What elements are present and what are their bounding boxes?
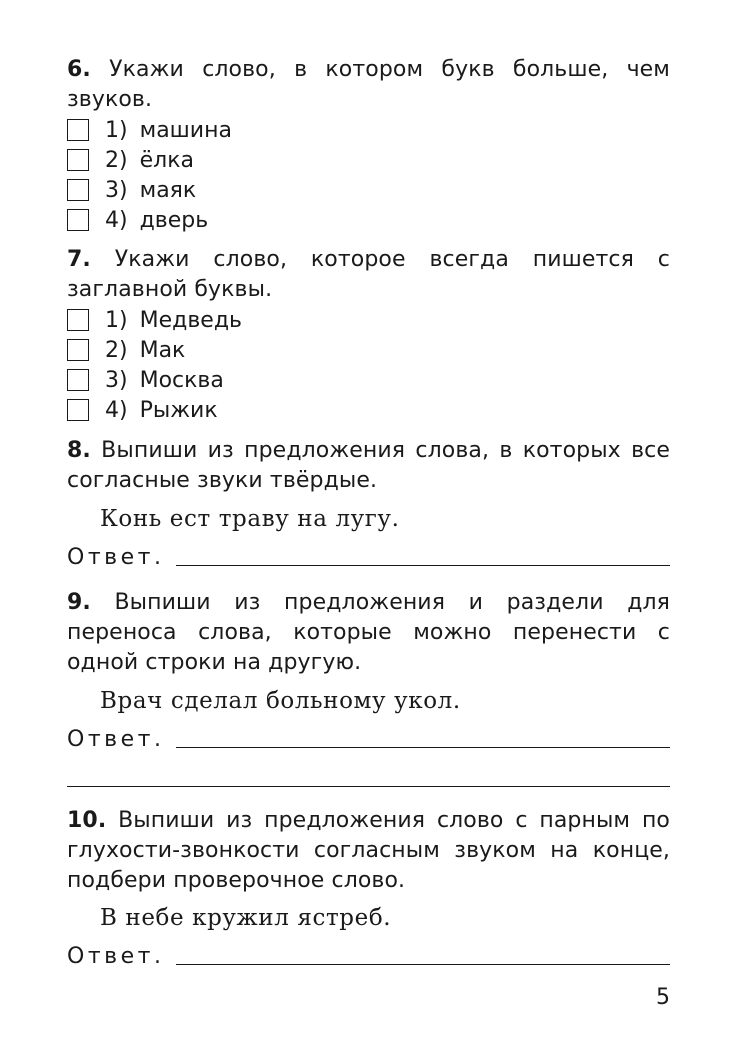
option-word: Медведь: [139, 307, 242, 333]
option-row[interactable]: [67, 175, 670, 205]
option-number: 1): [105, 307, 128, 333]
option-word: Рыжик: [139, 397, 218, 423]
option-word: машина: [139, 117, 232, 143]
task-10-answer: [67, 944, 670, 969]
option-word: маяк: [139, 177, 197, 203]
option-word: дверь: [139, 207, 209, 233]
answer-checkbox[interactable]: [67, 149, 89, 171]
option-number: 3): [105, 177, 128, 203]
task-8: [67, 436, 670, 496]
option-word: ёлка: [139, 147, 194, 173]
task-number: 7.: [67, 247, 91, 272]
answer-line[interactable]: [176, 565, 670, 566]
task-number: 8.: [67, 438, 91, 463]
answer-line[interactable]: [176, 747, 670, 748]
option-row[interactable]: [67, 115, 670, 145]
option-row[interactable]: [67, 145, 670, 175]
task-8-question: [67, 436, 670, 496]
answer-checkbox[interactable]: [67, 309, 89, 331]
answer-checkbox[interactable]: [67, 369, 89, 391]
task-6-question: [67, 55, 670, 115]
task-10: [67, 806, 670, 896]
option-row[interactable]: [67, 395, 670, 425]
task-text: Выпиши из предложения и раздели для переноса слова, которые можно перенести с одной строки на другую.: [67, 590, 670, 675]
task-number: 6.: [67, 57, 91, 82]
task-6: [67, 55, 670, 235]
option-number: 1): [105, 117, 128, 143]
task-number: 10.: [67, 808, 107, 833]
option-row[interactable]: [67, 365, 670, 395]
answer-label: Ответ.: [67, 545, 165, 570]
task-text: Укажи слово, которое всегда пишется с заглавной буквы.: [67, 247, 671, 302]
answer-extra-line[interactable]: [67, 786, 670, 787]
option-number: 2): [105, 337, 128, 363]
answer-checkbox[interactable]: [67, 339, 89, 361]
page-number: 5: [656, 985, 670, 1010]
answer-checkbox[interactable]: [67, 209, 89, 231]
task-text: Выпиши из предложения слово с парным по глухости-звонкости согласным звуком на конце, подбери проверочное слово.: [67, 808, 670, 893]
option-number: 4): [105, 397, 128, 423]
answer-label: Ответ.: [67, 727, 165, 752]
answer-checkbox[interactable]: [67, 399, 89, 421]
task-9: [67, 588, 670, 678]
task-9-sentence: Врач сделал больному укол.: [100, 688, 461, 714]
task-10-question: [67, 806, 670, 896]
task-text: Укажи слово, в котором букв больше, чем звуков.: [67, 57, 671, 112]
task-9-answer: [67, 727, 670, 752]
task-text: Выпиши из предложения слова, в которых все согласные звуки твёрдые.: [67, 438, 670, 493]
answer-checkbox[interactable]: [67, 179, 89, 201]
task-7: [67, 245, 670, 425]
answer-label: Ответ.: [67, 944, 165, 969]
answer-checkbox[interactable]: [67, 119, 89, 141]
task-8-answer: [67, 545, 670, 570]
option-row[interactable]: [67, 305, 670, 335]
option-number: 4): [105, 207, 128, 233]
task-number: 9.: [67, 590, 91, 615]
option-word: Москва: [139, 367, 224, 393]
task-7-question: [67, 245, 670, 305]
task-9-question: [67, 588, 670, 678]
task-10-sentence: В небе кружил ястреб.: [100, 905, 392, 931]
option-word: Мак: [139, 337, 186, 363]
answer-line[interactable]: [176, 964, 670, 965]
task-8-sentence: Конь ест траву на лугу.: [100, 506, 400, 532]
option-number: 3): [105, 367, 128, 393]
option-row[interactable]: [67, 205, 670, 235]
option-row[interactable]: [67, 335, 670, 365]
option-number: 2): [105, 147, 128, 173]
